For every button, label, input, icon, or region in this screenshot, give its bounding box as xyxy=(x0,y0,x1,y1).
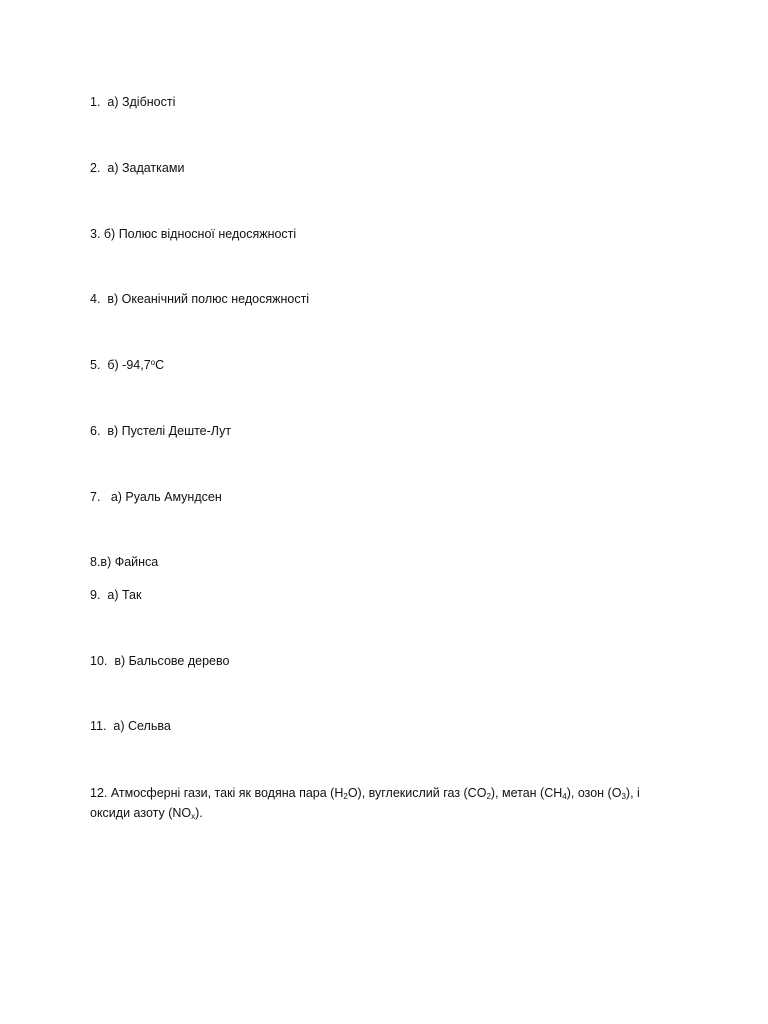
answer-9: 9. а) Так xyxy=(90,588,142,602)
answer-10: 10. в) Бальсове дерево xyxy=(90,654,230,668)
subscript: x xyxy=(191,812,196,821)
answer-7: 7. а) Руаль Амундсен xyxy=(90,490,222,504)
answer-5-unit: С xyxy=(155,358,165,372)
answer-12 xyxy=(90,783,670,823)
answer-5-text: 5. б) -94,7 xyxy=(90,358,151,372)
answer-12-part: ), метан (CH xyxy=(490,786,563,800)
answer-2: 2. а) Задатками xyxy=(90,161,185,175)
degree-mark: о xyxy=(150,358,156,367)
subscript: 2 xyxy=(343,792,348,801)
answer-12-part: ), озон (O xyxy=(566,786,622,800)
answer-12-part: O), вуглекислий газ (CO xyxy=(347,786,487,800)
answer-4: 4. в) Океанічний полюс недосяжності xyxy=(90,292,310,306)
answer-12-part: 12. Атмосферні гази, такі як водяна пара (H xyxy=(90,786,344,800)
answer-12-part: ). xyxy=(195,806,203,820)
answer-1: 1. а) Здібності xyxy=(90,95,176,109)
subscript: 2 xyxy=(486,792,491,801)
answer-3: 3. б) Полюс відносної недосяжності xyxy=(90,227,297,241)
answer-11: 11. а) Сельва xyxy=(90,719,171,733)
subscript: 4 xyxy=(562,792,567,801)
subscript: 3 xyxy=(621,792,626,801)
answer-6: 6. в) Пустелі Деште-Лут xyxy=(90,424,232,438)
answer-8: 8.в) Файнса xyxy=(90,555,159,569)
answer-12-part: ), і оксиди азоту (NO xyxy=(90,786,640,820)
answer-5 xyxy=(90,355,670,375)
